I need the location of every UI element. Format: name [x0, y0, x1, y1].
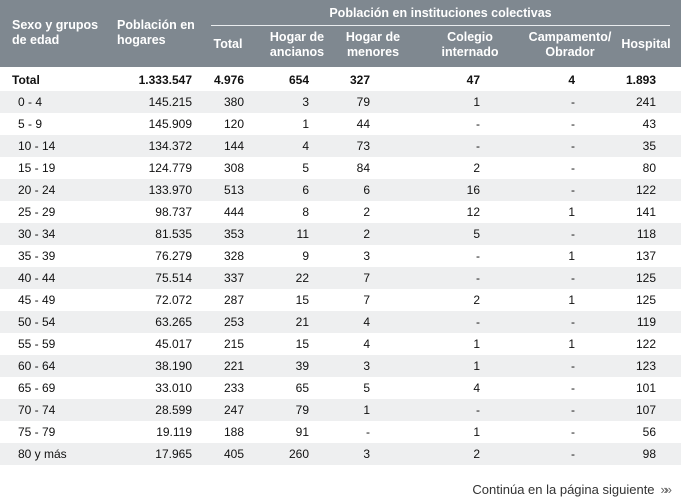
table-cell-total: 308 — [223, 161, 244, 175]
table-row — [0, 421, 681, 443]
table-cell-colegio: 16 — [466, 183, 480, 197]
table-cell-ancianos: 4 — [302, 139, 309, 153]
table-cell-hogares: 145.215 — [148, 95, 192, 109]
table-cell-ancianos: 1 — [302, 117, 309, 131]
table-cell-menores: 73 — [356, 139, 370, 153]
table-cell-total: 233 — [223, 381, 244, 395]
table-cell-colegio: 2 — [473, 293, 480, 307]
table-cell-menores: 44 — [356, 117, 370, 131]
table-cell-ancianos: 39 — [295, 359, 309, 373]
table-row — [0, 355, 681, 377]
table-cell-label: 80 y más — [18, 447, 67, 461]
table-cell-label: 35 - 39 — [18, 249, 56, 263]
table-cell-label: 50 - 54 — [18, 315, 56, 329]
table-cell-ancianos: 9 — [302, 249, 309, 263]
table-cell-menores: 7 — [363, 271, 370, 285]
table-cell-total: 380 — [223, 95, 244, 109]
table-row — [0, 377, 681, 399]
table-cell-label: Total — [12, 73, 40, 87]
table-cell-total: 353 — [223, 227, 244, 241]
table-row — [0, 333, 681, 355]
table-cell-ancianos: 79 — [295, 403, 309, 417]
table-row — [0, 91, 681, 113]
table-cell-colegio: - — [476, 139, 480, 153]
table-cell-colegio: 5 — [473, 227, 480, 241]
table-row — [0, 443, 681, 465]
table-cell-label: 70 - 74 — [18, 403, 56, 417]
table-cell-ancianos: 260 — [288, 447, 309, 461]
table-cell-hospital: 118 — [636, 227, 656, 241]
table-cell-hospital: 137 — [635, 249, 656, 263]
table-cell-ancianos: 654 — [288, 73, 309, 87]
table-cell-total: 444 — [223, 205, 244, 219]
table-row — [0, 311, 681, 333]
table-cell-campamento: - — [571, 95, 575, 109]
table-cell-colegio: 1 — [473, 425, 480, 439]
table-cell-hospital: 119 — [636, 315, 656, 329]
table-cell-hospital: 43 — [642, 117, 656, 131]
table-cell-colegio: - — [476, 403, 480, 417]
table-cell-label: 15 - 19 — [18, 161, 56, 175]
table-cell-hogares: 134.372 — [148, 139, 192, 153]
table-cell-menores: 6 — [363, 183, 370, 197]
table-cell-menores: 3 — [363, 447, 370, 461]
table-cell-hospital: 125 — [635, 271, 656, 285]
table-cell-hospital: 56 — [642, 425, 656, 439]
table-cell-total: 337 — [223, 271, 244, 285]
table-row-total — [0, 69, 681, 91]
table-header — [0, 0, 681, 67]
table-cell-ancianos: 6 — [302, 183, 309, 197]
table-cell-campamento: - — [571, 183, 575, 197]
table-cell-hospital: 241 — [635, 95, 656, 109]
table-cell-label: 20 - 24 — [18, 183, 56, 197]
table-row — [0, 289, 681, 311]
table-cell-ancianos: 15 — [295, 337, 309, 351]
table-cell-menores: 79 — [356, 95, 370, 109]
table-cell-ancianos: 22 — [295, 271, 309, 285]
col-header-campamento-obrador: Campamento/ Obrador — [528, 30, 612, 59]
table-cell-total: 144 — [223, 139, 244, 153]
table-cell-total: 188 — [223, 425, 244, 439]
table-cell-menores: 327 — [349, 73, 370, 87]
table-cell-campamento: - — [571, 161, 575, 175]
table-cell-menores: 84 — [356, 161, 370, 175]
table-cell-ancianos: 65 — [295, 381, 309, 395]
table-cell-total: 405 — [223, 447, 244, 461]
table-cell-colegio: 1 — [473, 337, 480, 351]
table-cell-total: 328 — [223, 249, 244, 263]
col-header-hospital: Hospital — [621, 37, 671, 51]
table-cell-colegio: 1 — [473, 359, 480, 373]
institutions-header: Población en instituciones colectivas — [329, 6, 552, 20]
table-cell-hospital: 35 — [642, 139, 656, 153]
col-header-total: Total — [213, 37, 243, 51]
table-cell-colegio: 2 — [473, 161, 480, 175]
table-cell-hospital: 122 — [635, 337, 656, 351]
table-cell-colegio: 47 — [466, 73, 480, 87]
table-cell-hogares: 28.599 — [155, 403, 192, 417]
table-cell-label: 75 - 79 — [18, 425, 56, 439]
table-cell-campamento: - — [571, 381, 575, 395]
table-cell-label: 45 - 49 — [18, 293, 56, 307]
table-cell-campamento: - — [571, 447, 575, 461]
table-cell-label: 30 - 34 — [18, 227, 56, 241]
table-cell-hospital: 107 — [635, 403, 656, 417]
table-cell-hogares: 33.010 — [155, 381, 192, 395]
table-row — [0, 267, 681, 289]
table-cell-label: 65 - 69 — [18, 381, 56, 395]
col-header-colegio-internado: Colegio internado — [441, 30, 499, 59]
table-cell-colegio: 1 — [473, 95, 480, 109]
table-cell-hospital: 80 — [642, 161, 656, 175]
table-cell-total: 4.976 — [213, 73, 244, 87]
table-cell-total: 287 — [223, 293, 244, 307]
table-cell-label: 25 - 29 — [18, 205, 56, 219]
table-cell-campamento: - — [571, 359, 575, 373]
table-cell-hogares: 17.965 — [155, 447, 192, 461]
table-cell-colegio: 12 — [466, 205, 480, 219]
table-row — [0, 135, 681, 157]
table-cell-colegio: 2 — [473, 447, 480, 461]
table-cell-label: 60 - 64 — [18, 359, 56, 373]
table-cell-colegio: - — [476, 315, 480, 329]
table-cell-colegio: - — [476, 249, 480, 263]
table-cell-campamento: - — [571, 227, 575, 241]
col-header-hogar-menores: Hogar de menores — [345, 30, 401, 59]
table-cell-total: 247 — [223, 403, 244, 417]
table-cell-hogares: 124.779 — [148, 161, 192, 175]
table-row — [0, 245, 681, 267]
table-cell-hospital: 98 — [642, 447, 656, 461]
table-cell-label: 10 - 14 — [18, 139, 56, 153]
table-cell-campamento: 1 — [568, 249, 575, 263]
table-cell-colegio: - — [476, 271, 480, 285]
table-cell-hogares: 98.737 — [155, 205, 192, 219]
table-row — [0, 113, 681, 135]
table-cell-total: 221 — [223, 359, 244, 373]
table-cell-menores: 7 — [363, 293, 370, 307]
table-cell-hospital: 122 — [635, 183, 656, 197]
table-cell-menores: 4 — [363, 337, 370, 351]
table-cell-total: 513 — [223, 183, 244, 197]
table-cell-ancianos: 15 — [295, 293, 309, 307]
table-cell-hogares: 145.909 — [148, 117, 192, 131]
continue-text: Continúa en la página siguiente — [472, 482, 655, 497]
table-cell-total: 253 — [223, 315, 244, 329]
table-cell-ancianos: 8 — [302, 205, 309, 219]
continue-note — [472, 482, 669, 497]
table-cell-campamento: - — [571, 403, 575, 417]
table-cell-campamento: - — [571, 139, 575, 153]
table-cell-menores: 3 — [363, 359, 370, 373]
table-cell-hogares: 133.970 — [148, 183, 192, 197]
table-cell-hogares: 72.072 — [155, 293, 192, 307]
table-cell-label: 55 - 59 — [18, 337, 56, 351]
table-cell-menores: 5 — [363, 381, 370, 395]
double-chevron-right-icon: »» — [660, 482, 669, 497]
table-cell-campamento: - — [571, 271, 575, 285]
table-cell-ancianos: 5 — [302, 161, 309, 175]
table-cell-hospital: 101 — [635, 381, 656, 395]
table-cell-hogares: 38.190 — [155, 359, 192, 373]
table-cell-campamento: 1 — [568, 205, 575, 219]
table-cell-hogares: 76.279 — [155, 249, 192, 263]
table-cell-label: 0 - 4 — [18, 95, 43, 109]
table-cell-ancianos: 21 — [295, 315, 309, 329]
table-cell-hogares: 1.333.547 — [138, 73, 192, 87]
table-row — [0, 157, 681, 179]
table-cell-hogares: 19.119 — [156, 425, 192, 439]
table-cell-hogares: 45.017 — [155, 337, 192, 351]
table-cell-ancianos: 3 — [302, 95, 309, 109]
table-cell-hospital: 1.893 — [625, 73, 656, 87]
table-row — [0, 179, 681, 201]
table-cell-colegio: 4 — [473, 381, 480, 395]
table-cell-ancianos: 11 — [296, 227, 309, 241]
table-cell-hospital: 141 — [635, 205, 656, 219]
table-cell-total: 215 — [223, 337, 244, 351]
table-cell-total: 120 — [223, 117, 244, 131]
table-cell-menores: 2 — [363, 205, 370, 219]
table-cell-menores: 1 — [363, 403, 370, 417]
table-row — [0, 223, 681, 245]
table-cell-hospital: 125 — [635, 293, 656, 307]
table-cell-ancianos: 91 — [295, 425, 309, 439]
table-cell-campamento: 4 — [568, 73, 575, 87]
table-cell-hogares: 75.514 — [155, 271, 192, 285]
table-cell-menores: 2 — [363, 227, 370, 241]
table-row — [0, 201, 681, 223]
table-cell-colegio: - — [476, 117, 480, 131]
table-cell-menores: - — [366, 425, 370, 439]
table-cell-campamento: - — [571, 315, 575, 329]
table-cell-hospital: 123 — [635, 359, 656, 373]
table-cell-hogares: 63.265 — [155, 315, 192, 329]
institutions-divider — [211, 25, 670, 26]
table-cell-campamento: 1 — [568, 337, 575, 351]
col-header-hogar-ancianos: Hogar de ancianos — [269, 30, 325, 59]
age-group-header: Sexo y grupos de edad — [12, 18, 99, 47]
table-cell-campamento: 1 — [568, 293, 575, 307]
table-cell-menores: 4 — [363, 315, 370, 329]
table-cell-campamento: - — [571, 117, 575, 131]
table-row — [0, 399, 681, 421]
table-cell-hogares: 81.535 — [155, 227, 192, 241]
households-header: Población en hogares — [117, 18, 195, 47]
table-cell-menores: 3 — [363, 249, 370, 263]
table-cell-campamento: - — [571, 425, 575, 439]
table-cell-label: 40 - 44 — [18, 271, 56, 285]
table-cell-label: 5 - 9 — [18, 117, 43, 131]
